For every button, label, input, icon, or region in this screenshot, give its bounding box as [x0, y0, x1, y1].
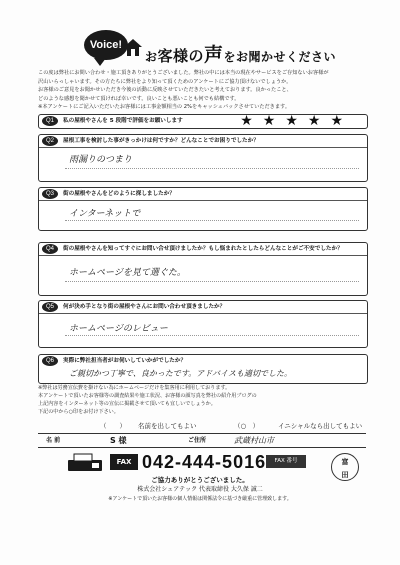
company-text: 株式会社シェアテック 代表取締役 大久保 誠二 [137, 486, 263, 493]
question-4 [38, 242, 368, 296]
question-5 [38, 300, 368, 348]
notice-line: 上記内容をインターネット等の宣伝に掲載させて頂いても宜しいでしょうか。 [38, 401, 216, 408]
handwritten-answer: インターネットで [69, 209, 141, 219]
notice-line: 下記の中から○印をお付け下さい。 [38, 409, 119, 416]
handwritten-answer: ご親切かつ丁寧で、良かったです。アドバイスも適切でした。 [69, 369, 292, 378]
question-text: 屋根工事を検討した事がきっかけは何ですか？どんなことでお困りでしたか？ [63, 138, 259, 144]
question-1 [38, 114, 368, 129]
question-text: 私の屋根やさんを 5 段階で評価をお願いします [63, 118, 183, 124]
notice-line: ※弊社は労務宣伝費を掛けない為にホームページだけを集客用に利用しております。 [38, 385, 231, 391]
choice-initial-label: イニシャルなら出してもよい [278, 422, 363, 430]
question-text: 街の屋根やさんを知ってすぐにお問い合せ頂けましたか？もし悩まれたとしたらどんなことがご不安でしたか？ [63, 246, 343, 252]
question-number: Q5 [42, 302, 58, 312]
intro-line: ※本アンケートにご記入いただいたお客様には工事金額相当の 2%をキャッシュバックさせていただきます。 [38, 104, 291, 111]
fax-number[interactable]: 042-444-5016 [142, 452, 267, 472]
fax-row [38, 450, 366, 474]
question-2 [38, 134, 368, 182]
name-label: 名 前 [46, 437, 61, 444]
handwritten-answer: ホームページを見て選ぐた。 [69, 268, 186, 278]
question-text: 実際に弊社担当者がお伺いしていかがでしたか？ [63, 358, 187, 364]
notice-line: 本アンケートで頂いたお客様等の調査結果や施工状況、お客様の顔写真を弊社の紹介用ブログの [38, 393, 257, 400]
question-text: 街の屋根やさんをどのように探しましたか？ [63, 191, 175, 197]
fax-tag: FAX 番号 [266, 455, 306, 468]
question-number: Q3 [42, 189, 58, 199]
handwritten-answer: ホームページのレビュー [69, 324, 168, 334]
question-number: Q4 [42, 244, 58, 254]
house-icon [122, 36, 144, 58]
address-value: 武蔵村山市 [234, 436, 274, 445]
question-text: 何が決め手となり街の屋根やさんにお問い合わせ頂きましたか？ [63, 304, 226, 310]
question-number: Q2 [42, 136, 58, 146]
fax-machine-icon [66, 452, 106, 472]
intro-line: どのような感想を聞かせて頂ければ幸いです。良いことも悪いことも何でも結構です。 [38, 95, 240, 102]
intro-line: お客様のご意見をお聞かせいただき今後の活動に反映させていただきたいと考えております。良かったこと、 [38, 87, 292, 94]
personal-seal-stamp: 富 田 [331, 453, 359, 481]
question-number: Q1 [42, 116, 58, 126]
intro-line: 沢山いらっしゃいます。その方たちに弊社をより知って頂くためのアンケートにご協力頂けないでしょうか。 [38, 78, 292, 85]
answer-rule [65, 168, 359, 169]
question-number: Q6 [42, 356, 58, 366]
name-value: S 様 [110, 436, 127, 445]
customer-row [38, 434, 366, 448]
intro-line: この度は弊社にお問い合わせ・施工頂きありがとうございました。弊社の中には本当の現在やサービスをご存知ないお客様が [38, 70, 329, 76]
privacy-text: ※アンケートで頂いたお客様の個人情報は関係法令に基づき厳重に管理致します。 [108, 496, 292, 502]
intro-text [38, 69, 368, 112]
choice-name-label: 名前を出してもよい [138, 422, 197, 430]
choice-initial-paren[interactable]: （○ ） [234, 422, 260, 430]
handwritten-answer: 雨漏りのつまり [69, 155, 133, 165]
fax-badge: FAX [110, 454, 138, 470]
page-title: お客様の声をお聞かせください [145, 44, 337, 66]
answer-rule [65, 335, 359, 336]
answer-rule [65, 220, 359, 221]
question-3 [38, 187, 368, 231]
address-label: ご住所 [188, 437, 207, 444]
thanks-text: ご協力ありがとうございました。 [151, 476, 249, 484]
answer-rule [65, 281, 359, 282]
question-6 [38, 354, 368, 384]
voice-badge: Voice! [84, 30, 128, 60]
publication-choice-row [38, 420, 366, 434]
choice-name-paren[interactable]: （ ） [100, 422, 126, 430]
rating-stars: ★★★★★ [240, 113, 353, 129]
publication-notice [38, 384, 368, 416]
